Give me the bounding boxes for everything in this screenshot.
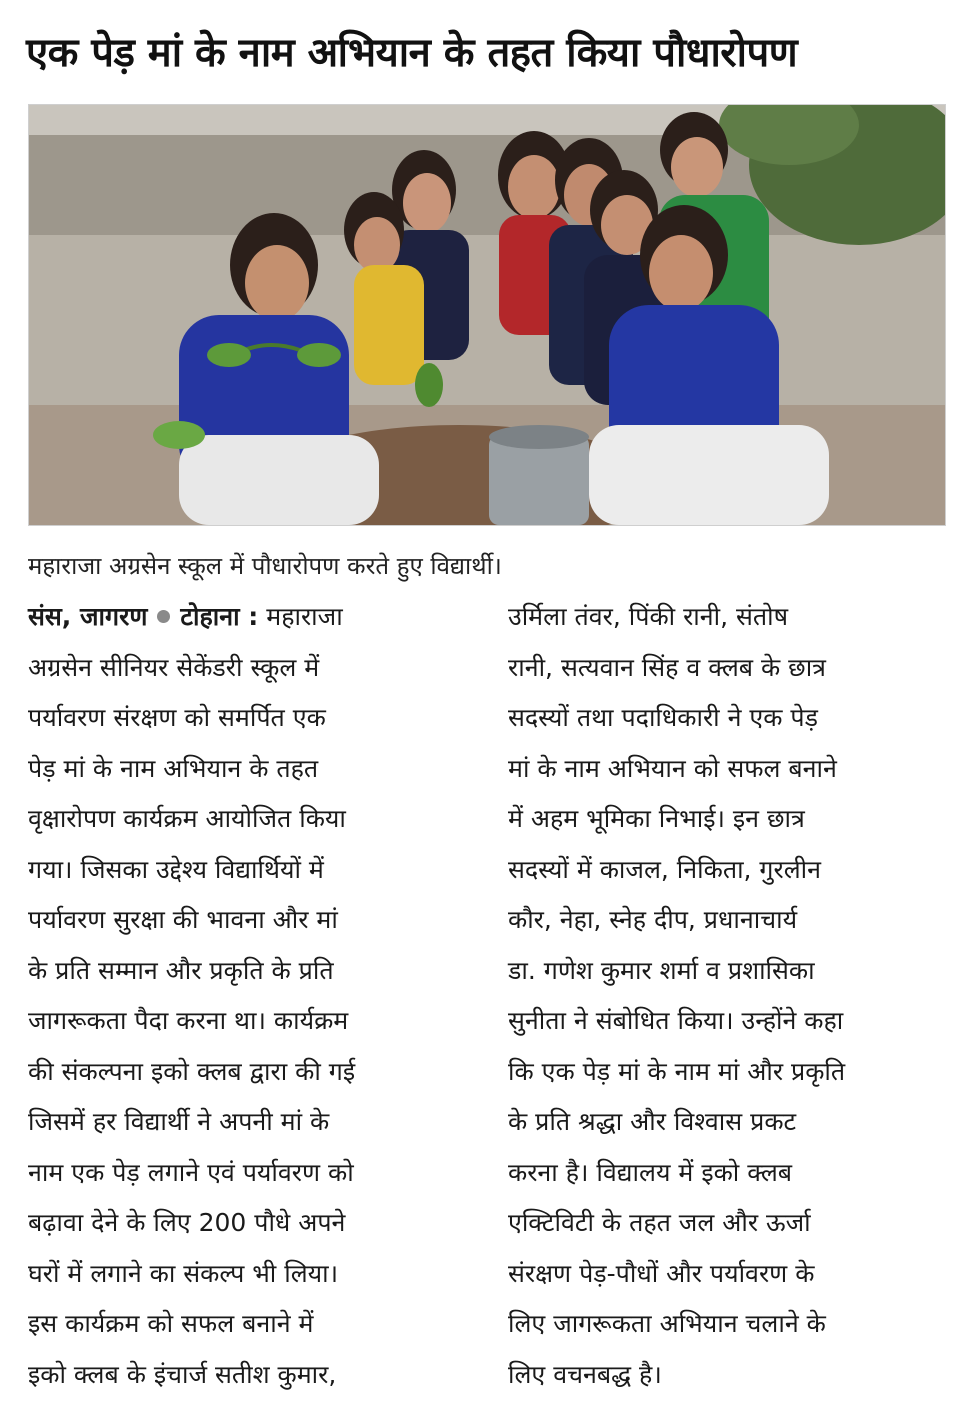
body-line: वृक्षारोपण कार्यक्रम आयोजित किया	[28, 804, 346, 833]
body-line: इस कार्यक्रम को सफल बनाने में	[28, 1309, 314, 1338]
body-line: सदस्यों में काजल, निकिता, गुरलीन	[508, 854, 822, 884]
body-line: जागरूकता पैदा करना था। कार्यक्रम	[28, 1006, 349, 1035]
body-line: इको क्लब के इंचार्ज सतीश कुमार,	[28, 1359, 337, 1389]
article-body-right-column	[508, 592, 948, 1400]
body-line: बढ़ावा देने के लिए 200 पौधे अपने	[28, 1208, 346, 1237]
body-line: उर्मिला तंवर, पिंकी रानी, संतोष	[508, 602, 789, 631]
body-line: एक्टिविटी के तहत जल और ऊर्जा	[508, 1208, 811, 1237]
body-line: संरक्षण पेड़-पौधों और पर्यावरण के	[508, 1258, 815, 1288]
photo-caption: महाराजा अग्रसेन स्कूल में पौधारोपण करते हुए विद्यार्थी।	[28, 552, 502, 580]
body-line: गया। जिसका उद्देश्य विद्यार्थियों में	[28, 854, 324, 884]
body-line: लिए जागरूकता अभियान चलाने के	[508, 1309, 826, 1338]
body-line: अग्रसेन सीनियर सेकेंडरी स्कूल में	[28, 652, 320, 682]
body-line: घरों में लगाने का संकल्प भी लिया।	[28, 1258, 339, 1288]
body-line: पेड़ मां के नाम अभियान के तहत	[28, 753, 319, 783]
body-line: के प्रति श्रद्धा और विश्वास प्रकट	[508, 1107, 797, 1136]
body-line: डा. गणेश कुमार शर्मा व प्रशासिका	[508, 955, 815, 985]
body-line: में अहम भूमिका निभाई। इन छात्र	[508, 804, 805, 833]
article-headline: एक पेड़ मां के नाम अभियान के तहत किया पौधारोपण	[26, 30, 798, 76]
article-photo	[28, 104, 946, 526]
body-line: कि एक पेड़ मां के नाम मां और प्रकृति	[508, 1056, 846, 1086]
body-line: सदस्यों तथा पदाधिकारी ने एक पेड़	[508, 703, 818, 732]
body-line: पर्यावरण सुरक्षा की भावना और मां	[28, 905, 338, 934]
body-line: रानी, सत्यवान सिंह व क्लब के छात्र	[508, 652, 826, 682]
dateline-source: संस, जागरण	[28, 602, 148, 631]
body-line: के प्रति सम्मान और प्रकृति के प्रति	[28, 955, 334, 985]
body-line: नाम एक पेड़ लगाने एवं पर्यावरण को	[28, 1157, 354, 1187]
body-line: जिसमें हर विद्यार्थी ने अपनी मां के	[28, 1107, 330, 1136]
body-line: सुनीता ने संबोधित किया। उन्होंने कहा	[508, 1006, 844, 1035]
dateline-bullet-icon	[157, 610, 170, 623]
body-line: लिए वचनबद्ध है।	[508, 1359, 662, 1389]
dateline-place: टोहाना :	[180, 602, 259, 631]
body-line: कौर, नेहा, स्नेह दीप, प्रधानाचार्य	[508, 905, 798, 934]
body-line: महाराजा	[266, 602, 343, 631]
body-line: की संकल्पना इको क्लब द्वारा की गई	[28, 1056, 356, 1086]
body-line: पर्यावरण संरक्षण को समर्पित एक	[28, 703, 326, 732]
body-line: मां के नाम अभियान को सफल बनाने	[508, 753, 837, 783]
dateline	[28, 592, 468, 643]
body-line: करना है। विद्यालय में इको क्लब	[508, 1157, 793, 1187]
article-body-left-column	[28, 592, 468, 1400]
